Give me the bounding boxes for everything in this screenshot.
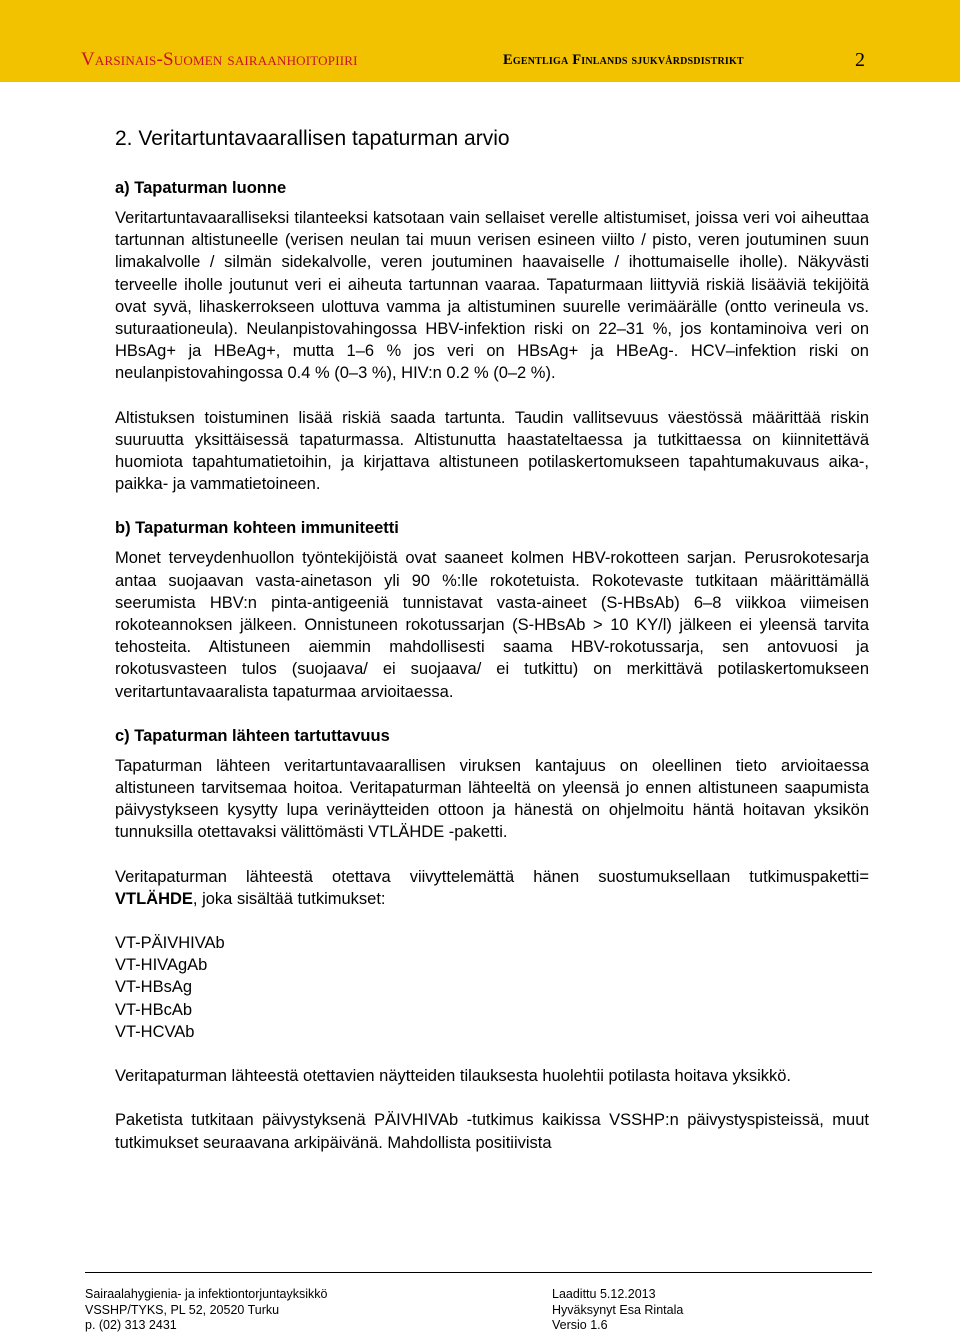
document-body — [115, 125, 869, 1154]
footer-divider — [85, 1272, 872, 1273]
footer-right — [552, 1287, 683, 1334]
header-right-title: Egentliga Finlands sjukvårdsdistrikt — [503, 52, 744, 68]
header-left-title: Varsinais-Suomen sairaanhoitopiiri — [81, 49, 358, 70]
paragraph-c3: Veritapaturman lähteestä otettavien näytteiden tilauksesta huolehtii potilasta hoitava yksikkö. — [115, 1067, 791, 1086]
page-header — [0, 0, 960, 82]
paragraph-c1: Tapaturman lähteen veritartuntavaarallisen viruksen kantajuus on oleellinen tieto arvioitaessa altistuneen tarvitsemaa hoitoa. Veritapaturman lähteeltä on yleensä jo ennen altistuneen saapumista päivystykseen kysytty lupa verinäytteiden ottoon ja hänestä on ohjelmoitu häntä hoitavan yksikön tunnuksilla otettavaksi välittömästi VTLÄHDE -paketti. — [115, 756, 869, 842]
footer-created: Laadittu 5.12.2013 — [552, 1287, 656, 1301]
paragraph-c2 — [115, 866, 869, 910]
footer-address: VSSHP/TYKS, PL 52, 20520 Turku — [85, 1302, 280, 1317]
heading-c: c) Tapaturman lähteen tartuttavuus — [115, 726, 390, 745]
package-name: VTLÄHDE — [115, 889, 193, 908]
list-item: VT-PÄIVHIVAb — [115, 934, 225, 953]
paragraph-a2: Altistuksen toistuminen lisää riskiä saada tartunta. Taudin vallitsevuus väestössä määrittää riskin suuruutta yksittäisessä tapaturmassa. Altistunutta haastateltaessa ja tutkittaessa on kiinnitettävä huomiota tapahtumatietoihin, ja kirjattava altistuneen potilaskertomukseen tapahtumakuvaus aika-, paikka- ja vammatietoineen. — [115, 408, 869, 494]
heading-a: a) Tapaturman luonne — [115, 179, 287, 197]
footer-unit: Sairaalahygienia- ja infektiontorjuntayksikkö — [85, 1287, 328, 1301]
heading-b: b) Tapaturman kohteen immuniteetti — [115, 519, 399, 538]
paragraph-c2-start: Veritapaturman lähteestä otettava viivyttelemättä hänen suostumuksellaan tutkimuspaketti= — [115, 867, 869, 886]
paragraph-b1: Monet terveydenhuollon työntekijöistä ovat saaneet kolmen HBV-rokotteen sarjan. Perusrokotesarja antaa suojaavan vasta-ainetason yli 90 %:lle rokotetuista. Rokotevaste tutkitaan määrittämällä seerumista HBV:n pinta-antigeeniä tunnistavat vasta-aineet (S-HBsAb) 6–8 viikkoa viimeisen rokoteannoksen jälkeen. Onnistuneen rokotussarjan (S-HBsAb > 10 KY/l) jälkeen ei yleensä tarvita tehosteita. Altistuneen aiemmin mahdollisesti saama HBV-rokotussarja, sen antovuosi ja rokotusvasteen tulos (suojaava/ ei suojaava/ ei tutkittu) on merkittävä potilaskertomukseen veritartuntavaaralista tapaturmaa arvioitaessa. — [115, 549, 869, 701]
list-item: VT-HIVAgAb — [115, 956, 208, 975]
test-list — [115, 932, 869, 1043]
footer-left — [85, 1287, 328, 1334]
section-title: 2. Veritartuntavaarallisen tapaturman arvio — [115, 127, 510, 150]
paragraph-c4: Paketista tutkitaan päivystyksenä PÄIVHIVAb -tutkimus kaikissa VSSHP:n päivystyspisteissä, muut tutkimukset seuraavana arkipäivänä. Mahdollista positiivista — [115, 1111, 869, 1152]
paragraph-a1: Veritartuntavaaralliseksi tilanteeksi katsotaan vain sellaiset verelle altistumiset, joissa veri voi aiheuttaa tartunnan altistuneelle (verisen neulan tai muun verisen esineen viilto / pisto, veren joutuminen suun limakalvolle / silmän sidekalvolle, veren joutuminen haavaiselle / ihottumaiselle iholle). Näkyvästi terveelle iholle joutunut veri ei aiheuta tartunnan vaaraa. Tapaturmaan liittyviä riskiä lisääviä tekijöitä ovat syvä, lihaskerrokseen ulottuva vamma ja altistuminen suurelle verimäärälle (ontto verineula vs. suturaationeula). Neulanpistovahingossa HBV-infektion riski on 22–31 %, jos kontaminoiva veri on HBsAg+ ja HBeAg+, mutta 1–6 % jos veri on HBsAg+ ja HBeAg-. HCV–infektion riski on neulanpistovahingossa 0.4 % (0–3 %), HIV:n 0.2 % (0–2 %). — [115, 209, 869, 383]
footer-approved: Hyväksynyt Esa Rintala — [552, 1302, 684, 1317]
list-item: VT-HBcAb — [115, 1000, 193, 1019]
paragraph-c2-end: , joka sisältää tutkimukset: — [192, 889, 386, 908]
list-item: VT-HCVAb — [115, 1022, 195, 1041]
list-item: VT-HBsAg — [115, 978, 193, 997]
page-number: 2 — [855, 49, 865, 71]
footer-phone: p. (02) 313 2431 — [85, 1318, 177, 1332]
footer-version: Versio 1.6 — [552, 1318, 608, 1332]
